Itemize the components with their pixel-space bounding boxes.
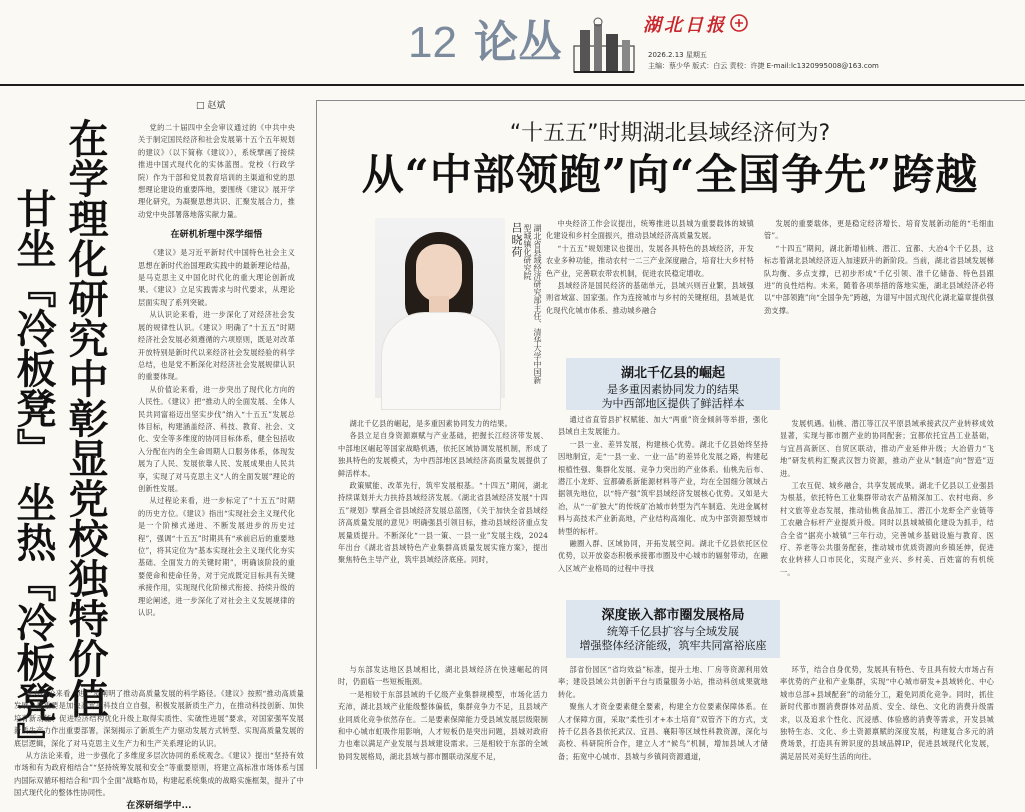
paragraph: 从方法论来看，进一步强化了多维度多层次协同的系统观念。《建议》提出“坚持有效市场和有为政府相结合”“坚持统筹发展和安全”等重要原则，将建立高标准市场体系与国内国际双循环相结合和“四个全面”战略布局，构建起系统集成的战略实施框架，提升了中国式现代化的整体性协同性。 — [14, 751, 304, 798]
right-mid-column-1 — [338, 418, 548, 654]
left-column-1 — [138, 122, 295, 688]
subhead-2-title: 深度嵌入都市圈发展格局 — [601, 608, 745, 623]
author-portrait — [375, 218, 505, 398]
paragraph: 《建议》是习近平新时代中国特色社会主义思想在新时代治国理政实践中的最新理论结晶，是马克思主义中国化时代化的重大理论创新成果。《建议》立足实践需求与时代要求，从理论层面实现了系列突破。 — [138, 248, 295, 307]
author-title: 湖北省县域经济研究部主任、清华大学中国新型城镇化研究院 — [523, 224, 542, 384]
right-bottom-column-3 — [780, 664, 994, 768]
paragraph: 工农互促、城乡融合，共享发展成果。湖北千亿县以工业强县为根基，依托特色工业集群带动农产品精深加工、农村电商、乡村文旅等业态发展，推动仙桃食品加工、潜江小龙虾全产业链等工农融合标杆产业提质升级。同时以县城城镇化建设为抓手，结合全省“据亮小城镇”三年行动，完善城乡基础设施与教育、医疗、养老等公共服务配套，推动城市优质资源向乡镇延伸，促进农业转移人口市民化，实现产业兴、乡村美、百姓富的有机统一。 — [780, 481, 994, 577]
paragraph: 融圈入群、区域协同，开拓发展空间。湖北千亿县依托区位优势，以开放姿态积极承接都市圈及中心城市的辐射带动，在融入区域产业格局的过程中寻找 — [558, 539, 768, 573]
paragraph: 通过省直管县扩权赋能、加大“两重”资金倾斜等举措，强化县域自主发展能力。 — [558, 415, 768, 437]
paragraph: 政策赋能、改革先行，筑牢发展根基。“十四五”期间，湖北持续谋划并大力扶持县域经济发展。《湖北省县域经济发展“十四五”规划》擘画全省县域经济发展总蓝图，《关于加快全省县域经济高质量发展的意见》明确强县引领目标，推动县域经济重点发展量质提升。不断深化“一县一策、一县一业”发展主线，2024年出台《湖北省县域特色产业集群高质量发展实施方案》，提出聚焦特色主导产业，筑牢县域经济底座。同时， — [338, 481, 548, 565]
subhead-2-line-b: 增强整体经济能级，筑牢共同富裕底座 — [579, 639, 767, 652]
masthead-illustration-icon — [570, 16, 638, 76]
paragraph: 各县立足自身资源禀赋与产业基础，把握长江经济带发展、中部地区崛起等国家战略机遇，依托区域协调发展机制，形成了独具特色的发展模式，为中西部地区县域经济高质量发展提供了鲜活样本。 — [338, 431, 548, 478]
paragraph: 一县一业、差异发展，构建核心优势。湖北千亿县始终坚持因地制宜，走“一县一业、一业一品”的差异化发展之路，构建起根植性强、集群化发展、竞争力突出的产业体系。仙桃先后布、潜江小龙虾、宜都磷系新能源材料等产业，均在全国细分领域占据领先地位，以“特产强”筑牢县域经济发展核心优势。又如是大冶，从“一矿独大”的传统矿冶城市转型为汽车制造、先进金属材料与高技术产业新高地，产业结构高端化、成为中部资源型城市转型的标杆。 — [558, 439, 768, 536]
paragraph: 从方法论来看，进一步阐明了推动高质量发展的科学路径。《建议》按照“推动高质量发展，最重要是加快高水平科技自立自强，积极发展新质生产力，在推动科技创新、加快培育新动能、促进经济结构优化升级上取得实质性、实破性进展”要求，对国家强军发展新质生产力作出重要部署，深刻揭示了新质生产力驱动发展方式转型、实现高质量发展的底层逻辑，深化了对马克思主义生产力和生产关系理论的认识。 — [14, 689, 304, 748]
left-column-bottom — [14, 688, 304, 811]
paragraph: “十五五”规划建议也提出，发展各具特色的县域经济，开发农业多种功能，推动农村一二三产业深度融合，培育壮大乡村特色产业，完善联农带农机制，促进农民稳定增收。 — [546, 243, 754, 278]
paragraph: 从价值论来看，进一步突出了现代化方向的人民性。《建议》把“推动人的全面发展、全体人民共同富裕迈出坚实步伐”纳入“十五五”发展总体目标，构建涵盖经济、科技、教育、社会、文化、安全等多维度的协同目标体系，健全包括收入分配在内的全生命周期人口服务体系，体现发展为了人民、发展依靠人民、发展成果由人民共享，实现了对马克思主义“人的全面发展”理论的创新性发展。 — [138, 384, 295, 493]
paragraph: 中央经济工作会议提出，统筹推进以县城为重要载体的城镇化建设和乡村全面振兴，推动县域经济高质量发展。 — [546, 219, 754, 241]
right-top-column-a — [546, 218, 754, 346]
left-subhead: 在研机析理中深学细悟 — [170, 230, 263, 241]
paragraph: 环节，结合自身优势，发展具有特色、专且具有较大市场占有率优势的产业和产业集群，实现“中心城市研发+县域转化、中心城市总部+县域配套”的动能分工，避免同质化竞争。同时，抓住新时代都市圈消费群体对品质、安全、绿色、文化的消费升级需求，以及追求个性化、沉浸感、体验感的消费等需求，开发县城独特生态、文化、乡土资源禀赋的深度发展，构建复合多元的消费场景，打造具有辨识度的县域品牌IP，促进县域现代化发展，满足居民对美好生活的向往。 — [780, 665, 994, 761]
left-headline — [8, 118, 130, 762]
author-name: 吕晓荷 — [510, 222, 523, 258]
right-mid-column-3 — [780, 418, 994, 688]
right-bottom-column-1 — [338, 664, 548, 768]
section-name: 论丛 — [474, 17, 562, 68]
left-headline-line-1: 在学理化研究中彰显党校独特价值 — [62, 118, 109, 718]
right-top-column-b — [764, 218, 994, 346]
header-rule — [0, 84, 1024, 86]
section-subhead-2 — [566, 600, 780, 658]
article-title: 从“中部领跑”向“全国争先”跨越 — [361, 150, 979, 199]
paragraph: 从过程论来看，进一步标定了“十五五”时期的历史方位。《建议》指出“实现社会主义现代化是一个阶梯式递进、不断发展进步的历史过程”，强调“十五五”时期具有“承前启后的重要地位”，将其定位为“基本实现社会主义现代化夯实基础、全面发力的关键时期”，明确该阶段的重要使命和使命任务，对于完成既定目标具有关键承接作用，实现现代化阶梯式衔接、持续升级的理论阐述，进一步深化了对社会主义发展规律的认识。 — [138, 496, 295, 618]
subhead-1-line-b: 为中西部地区提供了鲜活样本 — [601, 397, 745, 410]
newspaper-masthead: 湖北日报 — [643, 15, 727, 36]
paragraph: 发展机遇。仙桃、潜江等江汉平原县域承接武汉产业转移成效显著，实现与都市圈产业的协同配套；宜都依托宜昌工业基础，与宜昌高新区、自贸区联动，推动产业延伸升级；大冶借力“飞地”研发机构汇聚武汉智力资源，推动产业从“制造”向“智造”迈进。 — [780, 419, 994, 478]
subhead-1-line-a: 是多重因素协同发力的结果 — [607, 383, 739, 396]
left-headline-line-2: 甘坐『冷板凳』 坐热『冷板凳』 — [10, 188, 57, 762]
paragraph: 湖北千亿县的崛起，是多重因素协同发力的结果。 — [349, 419, 513, 428]
paragraph: 与东部发达地区县域相比，湖北县域经济在快速崛起的同时，仍面临一些短板瓶颈。 — [338, 665, 548, 687]
article-kicker: “十五五”时期湖北县域经济何为? — [509, 121, 831, 146]
editors-line: 主编：蔡少华 版式：白云 责校：许捷 E-mail:lc1320995008@163.com — [648, 62, 879, 70]
masthead-logo-icon — [730, 14, 748, 32]
paragraph: 部省份园区“省均效益”标准，提升土地、厂房等资源利用效率；建设县域公共创新平台与质量服务小站，推动科创成果就地转化。 — [558, 665, 768, 699]
paragraph: 聚焦人才资金要素健全要素，构建全方位要素保障体系。在人才保障方面，采取“柔性引才+本土培育”双管齐下的方式，支持千亿县各县依托武汉、宜昌、襄阳等区域性科教资源，深化与高校、科研院所合作，建立人才“候鸟”机制，增加县域人才储备；拓宽中心城市、县城与乡镇间资源通道， — [558, 702, 768, 761]
paragraph: 从认识论来看，进一步深化了对经济社会发展的规律性认识。《建议》明确了“十五五”时期经济社会发展必须遵循的六项原则，既是对改革开放特别是新时代以来经济社会发展经验的科学总结，也是党不断深化对经济社会发展规律认识的重要体现。 — [138, 310, 295, 382]
paragraph: 发展的重要载体，更是稳定经济增长、培育发展新动能的“毛细血管”。 — [764, 219, 994, 241]
paragraph: 党的二十届四中全会审议通过的《中共中央关于制定国民经济和社会发展第十五个五年规划的建议》（以下简称《建议》），系统擘画了接续推进中国式现代化的实体蓝图。党校（行政学院）作为干部和党员教育培训的主渠道和党的思想理论建设的重要阵地，要围绕《建议》展开学理化研究，为凝聚思想共识、汇聚发展合力，推动党中央部署落地落实献力量。 — [138, 123, 295, 219]
paragraph: 县域经济是国民经济的基础单元，县域兴则百业繁，县域强则省域富、国家强。作为连接城市与乡村的关键枢纽，县域是优化现代化城市体系、推动城乡融合 — [546, 281, 754, 315]
paragraph: “十四五”期间，湖北新增仙桃、潜江、宜都、大冶4个千亿县，这标志着湖北县域经济迈入加速跃升的新阶段。当前，湖北省县域发展梯队均衡、多点支撑，已初步形成“千亿引领、准千亿储备、特色县跟进”的良性结构。未来，随着各项举措的落地实施，湖北县域经济必将以“中部领跑”向“全国争先”跨越，为谱写中国式现代化湖北篇章提供强劲支撑。 — [764, 243, 994, 315]
left-byline: □ 赵斌 — [196, 101, 226, 111]
subhead-2-line-a: 统筹千亿县扩容与全域发展 — [607, 625, 739, 638]
paragraph: 一是相较于东部县域的千亿级产业集群规模型，市场化活力充沛，湖北县域产业能级整体偏低，集群竞争力不足，且县域产业同质化竞争依然存在。二是要素保障能力受县域发展层级限制和中心城市虹吸作用影响，人才短板仍是突出问题，县城对政府力也难以满足产业发展与县域建设需求。三是相较于东部的全域协同发展格局，湖北县域与都市圈联动深度不足， — [338, 689, 548, 761]
right-bottom-column-2 — [558, 664, 768, 768]
issue-date: 2026.2.13 星期五 — [648, 51, 707, 59]
subhead-1-title: 湖北千亿县的崛起 — [620, 366, 725, 381]
left-subhead-2: 在深研细学中... — [126, 800, 192, 811]
page-number: 12 — [408, 18, 457, 67]
section-subhead-1 — [566, 358, 780, 410]
